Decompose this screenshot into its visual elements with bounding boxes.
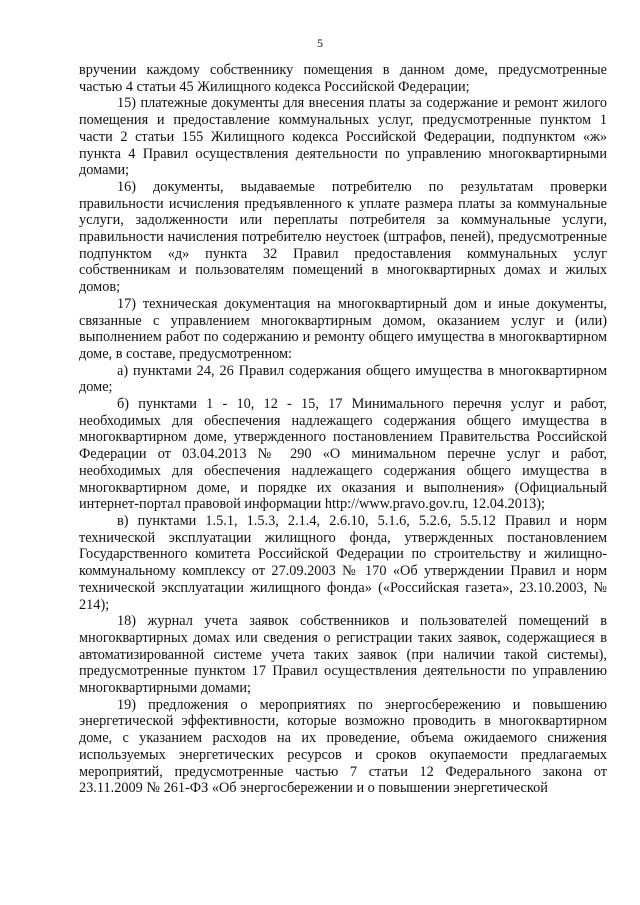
paragraph-item-16: 16) документы, выдаваемые потребителю по результатам проверки правильности исчисления предъявленного к уплате размера платы за коммунальные услуги, задолженности или переплаты потребителя за коммунальные услуги, правильности начисления потребителю неустоек (штрафов, пеней), предусмотренные подпунктом «д» пункта 32 Правил предоставления коммунальных услуг собственникам и пользователям помещений в многоквартирных домах и жилых домов;: [79, 178, 607, 296]
paragraph-item-17a: а) пунктами 24, 26 Правил содержания общего имущества в многоквартирном доме;: [79, 362, 607, 396]
paragraph-item-15: 15) платежные документы для внесения платы за содержание и ремонт жилого помещения и предоставление коммунальных услуг, предусмотренные пунктом 1 части 2 статьи 155 Жилищного кодекса Российской Федерации, подпунктом «ж» пункта 4 Правил осуществления деятельности по управлению многоквартирными домами;: [79, 95, 607, 179]
paragraph-continuation: вручении каждому собственнику помещения в данном доме, предусмотренные частью 4 статьи 45 Жилищного кодекса Российской Федерации;: [79, 62, 607, 95]
paragraph-item-17: 17) техническая документация на многоквартирный дом и иные документы, связанные с управлением многоквартирным домом, оказанием услуг и (или) выполнением работ по содержанию и ремонту общего имущества в многоквартирном доме, в составе, предусмотренном:: [79, 295, 607, 362]
paragraph-item-17v: в) пунктами 1.5.1, 1.5.3, 2.1.4, 2.6.10, 5.1.6, 5.2.6, 5.5.12 Правил и норм технической эксплуатации жилищного фонда, утвержденных постановлением Государственного комитета Российской Федерации по строительству и жилищно-коммунальному комплексу от 27.09.2003 № 170 «Об утверждении Правил и норм технической эксплуатации жилищного фонда» («Российская газета», 23.10.2003, № 214);: [79, 512, 607, 613]
paragraph-item-18: 18) журнал учета заявок собственников и пользователей помещений в многоквартирных домах или сведения о регистрации таких заявок, содержащиеся в автоматизированной системе учета таких заявок (при наличии такой системы), предусмотренные пунктом 17 Правил осуществления деятельности по управлению многоквартирными домами;: [79, 613, 607, 697]
paragraph-item-17b: б) пунктами 1 - 10, 12 - 15, 17 Минимального перечня услуг и работ, необходимых для обеспечения надлежащего содержания общего имущества в многоквартирном доме, утвержденного постановлением Правительства Российской Федерации от 03.04.2013 № 290 «О минимальном перечне услуг и работ, необходимых для обеспечения надлежащего содержания общего имущества в многоквартирном доме, и порядке их оказания и выполнения» (Официальный интернет-портал правовой информации http://www.pravo.gov.ru, 12.04.2013);: [79, 396, 607, 513]
document-body: [79, 62, 607, 797]
page-number: 5: [317, 36, 323, 50]
paragraph-item-19: 19) предложения о мероприятиях по энергосбережению и повышению энергетической эффективности, которые возможно проводить в многоквартирном доме, с указанием расходов на их проведение, объема ожидаемого снижения используемых энергетических ресурсов и сроков окупаемости предлагаемых мероприятий, предусмотренные частью 7 статьи 12 Федерального закона от 23.11.2009 № 261-ФЗ «Об энергосбережении и о повышении энергетической: [79, 696, 607, 797]
